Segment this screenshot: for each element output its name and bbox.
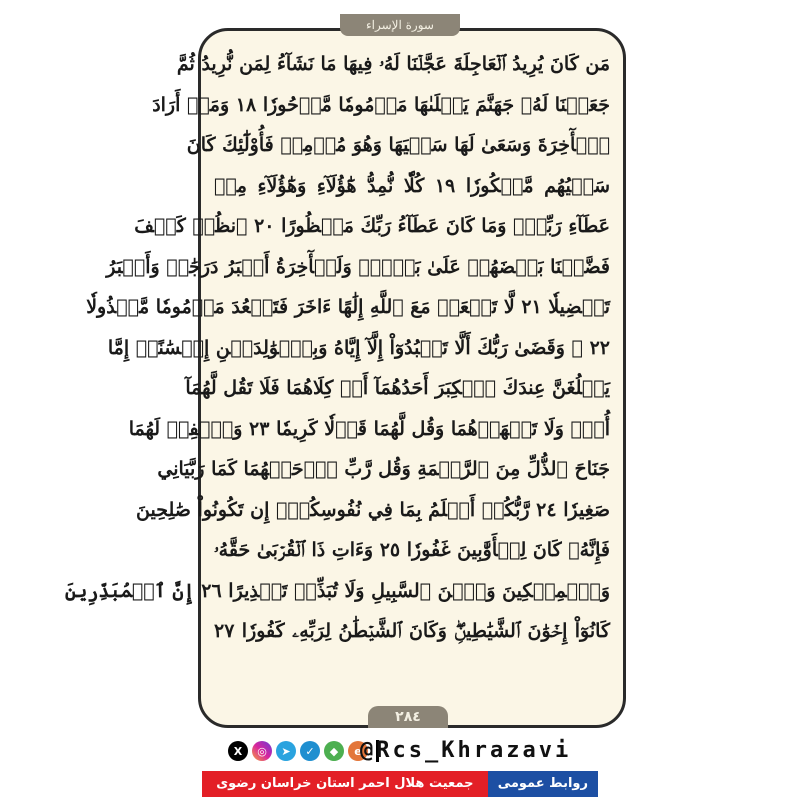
verse-line: تَفۡضِيلٗا ٢١ لَّا تَجۡعَلۡ مَعَ ٱللَّهِ إِلَٰهًا ءَاخَرَ فَتَقۡعُدَ مَذۡمُومٗا مَّخۡذُولٗا <box>86 296 610 318</box>
verses-block <box>65 44 610 652</box>
surah-header: سورة الإسراء <box>340 14 460 36</box>
verse-line: صَغِيرٗا ٢٤ رَّبُّكُمۡ أَعۡلَمُ بِمَا فِي نُفُوسِكُمۡۚ إِن تَكُونُواْ صَٰلِحِينَ <box>136 498 610 521</box>
verse-line: جَنَاحَ ٱلذُّلِّ مِنَ ٱلرَّحۡمَةِ وَقُل رَّبِّ ٱرۡحَمۡهُمَا كَمَا رَبَّيَانِي <box>157 458 610 480</box>
instagram-icon[interactable]: ◎ <box>252 741 272 761</box>
verse-line: مَن كَانَ يُرِيدُ ٱلۡعَاجِلَةَ عَجَّلۡنَا لَهُۥ فِيهَا مَا نَشَآءُ لِمَن نُّرِيدُ ثُمَّ <box>176 53 610 75</box>
verse-line: ٱلۡأٓخِرَةَ وَسَعَىٰ لَهَا سَعۡيَهَا وَهُوَ مُؤۡمِنٞ فَأُوْلَٰٓئِكَ كَانَ <box>186 134 610 156</box>
rubika-icon[interactable]: ◆ <box>324 741 344 761</box>
verse-line: يَبۡلُغَنَّ عِندَكَ ٱلۡكِبَرَ أَحَدُهُمَآ أَوۡ كِلَاهُمَا فَلَا تَقُل لَّهُمَآ <box>185 377 610 399</box>
verse-line: فَإِنَّهُۥ كَانَ لِلۡأَوَّٰبِينَ غَفُورٗا ٢٥ وَءَاتِ ذَا ٱلۡقُرۡبَىٰ حَقَّهُۥ <box>213 539 610 561</box>
verse-line: كَانُوٓاْ إِخۡوَٰنَ ٱلشَّيَٰطِينِۖ وَكَانَ ٱلشَّيۡطَٰنُ لِرَبِّهِۦ كَفُورٗا ٢٧ <box>214 620 610 642</box>
verse-line: فَضَّلۡنَا بَعۡضَهُمۡ عَلَىٰ بَعۡضٖۚ وَلَلۡأٓخِرَةُ أَكۡبَرُ دَرَجَٰتٖ وَأَكۡبَرُ <box>106 255 610 278</box>
eitaa-icon[interactable]: e <box>348 741 368 761</box>
verse-line: عَطَآءِ رَبِّكَۚ وَمَا كَانَ عَطَآءُ رَبِّكَ مَحۡظُورًا ٢٠ ٱنظُرۡ كَيۡفَ <box>134 215 610 237</box>
social-handle[interactable]: @Rcs_Khrazavi <box>360 738 572 763</box>
banner-department: روابط عمومی <box>488 771 598 797</box>
verse-line: وَٱلۡمِسۡكِينَ وَٱبۡنَ ٱلسَّبِيلِ وَلَا تُبَذِّرۡ تَبۡذِيرًا ٢٦ إِنَّ ٱلۡمُبَذِّرِينَ <box>65 579 610 602</box>
page-number: ٢٨٤ <box>368 706 448 728</box>
org-banner <box>202 771 598 797</box>
banner-organization: جمعیت هلال احمر استان خراسان رضوی <box>202 771 488 797</box>
verse-line: أُفّٖ وَلَا تَنۡهَرۡهُمَا وَقُل لَّهُمَا قَوۡلٗا كَرِيمٗا ٢٣ وَٱخۡفِضۡ لَهُمَا <box>128 417 610 440</box>
x-icon[interactable]: X <box>228 741 248 761</box>
telegram-icon[interactable]: ➤ <box>276 741 296 761</box>
verse-line: جَعَلۡنَا لَهُۥ جَهَنَّمَ يَصۡلَىٰهَا مَذۡمُومٗا مَّدۡحُورٗا ١٨ وَمَنۡ أَرَادَ <box>152 93 610 116</box>
verse-line: سَعۡيُهُم مَّشۡكُورٗا ١٩ كُلّٗا نُّمِدُّ هَٰٓؤُلَآءِ وَهَٰٓؤُلَآءِ مِنۡ <box>214 174 610 197</box>
bale-icon[interactable]: ✓ <box>300 741 320 761</box>
verse-line: ٢٢ ۞ وَقَضَىٰ رَبُّكَ أَلَّا تَعۡبُدُوٓاْ إِلَّآ إِيَّاهُ وَبِٱلۡوَٰلِدَيۡنِ إِحۡسَٰنًاۚ إِمَّا <box>107 336 610 359</box>
